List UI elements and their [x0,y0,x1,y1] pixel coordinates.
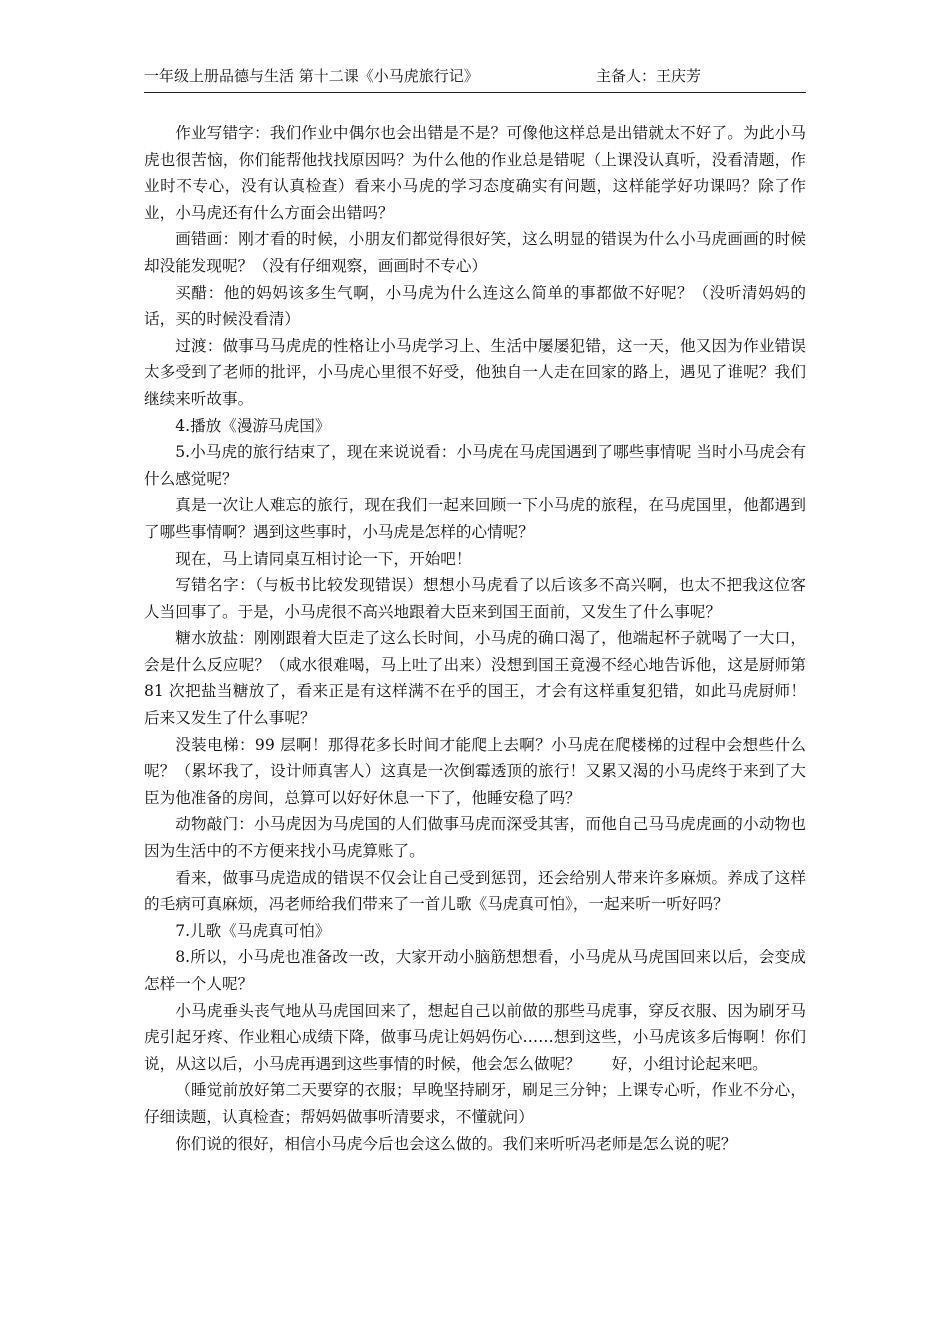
paragraph-step-8: 8.所以，小马虎也准备改一改，大家开动小脑筋想想看，小马虎从马虎国回来以后，会变成怎样一个人呢？ [144,948,806,993]
paragraph-step-4: 4.播放《漫游马虎国》 [175,416,331,435]
paragraph-step-5: 5.小马虎的旅行结束了，现在来说说看：小马虎在马虎国遇到了哪些事情呢 当时小马虎会有什么感觉呢？ [144,443,806,488]
paragraph-consequences: 看来，做事马虎造成的错误不仅会让自己受到惩罚，还会给别人带来许多麻烦。养成了这样的毛病可真麻烦，冯老师给我们带来了一首儿歌《马虎真可怕》，一起来听一听好吗？ [144,868,806,914]
paragraph-drawing-mistakes: 画错画：刚才看的时候，小朋友们都觉得很好笑，这么明显的错误为什么小马虎画画的时候却没能发现呢？（没有仔细观察，画画时不专心） [144,230,806,275]
paragraph-buying-vinegar: 买醋：他的妈妈该多生气啊，小马虎为什么连这么简单的事都做不好呢？（没听清妈妈的话，买的时候没看清） [144,283,806,329]
paragraph-no-elevator: 没装电梯：99 层啊！那得花多长时间才能爬上去啊？小马虎在爬楼梯的过程中会想些什么呢？（累坏我了，设计师真害人）这真是一次倒霉透顶的旅行！又累又渴的小马虎终于来到了大臣为他准备的房间，总算可以好好休息一下了，他睡安稳了吗？ [144,735,806,807]
paragraph-transition: 过渡：做事马马虎虎的性格让小马虎学习上、生活中屡屡犯错，这一天，他又因为作业错误太多受到了老师的批评，小马虎心里很不好受，他独自一人走在回家的路上，遇见了谁呢？我们继续来听故事。 [144,336,806,408]
paragraph-regret: 小马虎垂头丧气地从马虎国回来了，想起自己以前做的那些马虎事，穿反衣服、因为刷牙马虎引起牙疼、作业粗心成绩下降，做事马虎让妈妈伤心……想到这些，小马虎该多后悔啊！你们说，从这以后，小马虎再遇到这些事情的时候，他会怎么做呢？ 好，小组讨论起来吧。 [144,1001,806,1073]
paragraph-review-journey: 真是一次让人难忘的旅行，现在我们一起来回顾一下小马虎的旅程，在马虎国里，他都遇到了哪些事情啊？遇到这些事时，小马虎是怎样的心情呢？ [144,496,806,541]
header-course-title: 一年级上册品德与生活 第十二课《小马虎旅行记》 [144,67,479,85]
paragraph-step-7: 7.儿歌《马虎真可怕》 [175,921,331,940]
header-preparer: 主备人：王庆芳 [596,67,702,85]
paragraph-closing: 你们说的很好，相信小马虎今后也会这么做的。我们来听听冯老师是怎么说的呢？ [175,1134,737,1153]
paragraph-discuss: 现在，马上请同桌互相讨论一下，开始吧！ [175,549,472,568]
paragraph-homework-typos: 作业写错字：我们作业中偶尔也会出错是不是？可像他这样总是出错就太不好了。为此小马虎也很苦恼，你们能帮他找找原因吗？为什么他的作业总是错呢（上课没认真听，没看清题，作业时不专心，没有认真检查）看来小马虎的学习态度确实有问题，这样能学好功课吗？除了作业，小马虎还有什么方面会出错吗？ [144,124,806,222]
lesson-body [144,120,806,1157]
page-header [144,64,806,93]
paragraph-animals-knocking: 动物敲门：小马虎因为马虎国的人们做事马虎而深受其害，而他自己马马虎虎画的小动物也因为生活中的不方便来找小马虎算账了。 [144,815,806,861]
paragraph-wrong-name: 写错名字：（与板书比较发现错误）想想小马虎看了以后该多不高兴啊，也太不把我这位客人当回事了。于是，小马虎很不高兴地跟着大臣来到国王面前，又发生了什么事呢？ [144,576,806,621]
paragraph-salt-in-sugar-water: 糖水放盐：刚刚跟着大臣走了这么长时间，小马虎的确口渴了，他端起杯子就喝了一大口，会是什么反应呢？（咸水很难喝，马上吐了出来）没想到国王竟漫不经心地告诉他，这是厨师第 81 次把盐当糖放了，看来正是有这样满不在乎的国王，才会有这样重复犯错，如此马虎厨师！后来又发生了什么事呢？ [144,629,806,728]
paragraph-good-habits: （睡觉前放好第二天要穿的衣服；早晚坚持刷牙，刷足三分钟；上课专心听，作业不分心，仔细读题，认真检查；帮妈妈做事听清要求，不懂就问） [144,1081,806,1126]
